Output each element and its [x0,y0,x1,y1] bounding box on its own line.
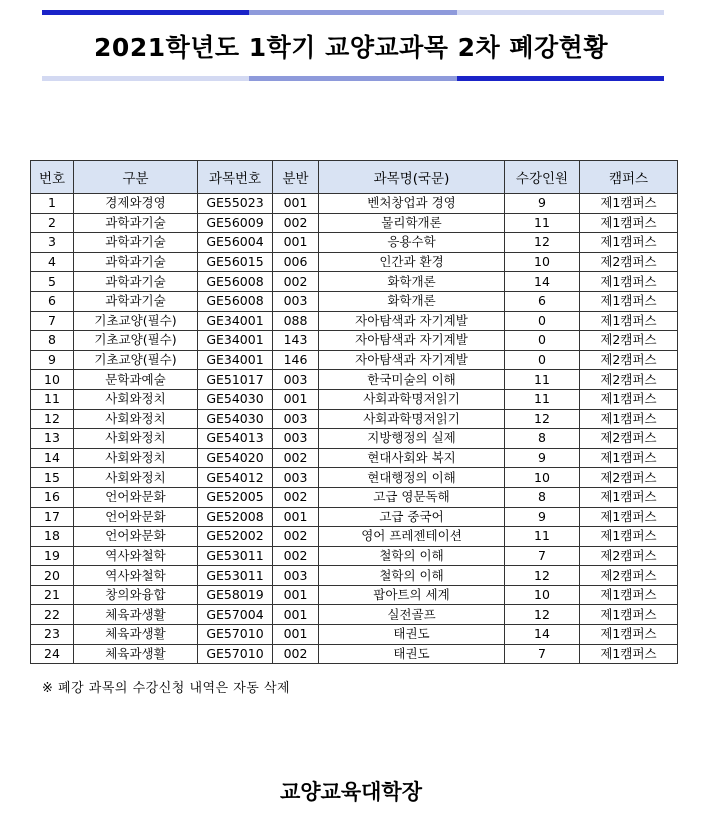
title-top-bar [42,10,664,15]
header-course-name: 과목명(국문) [319,161,505,194]
table-row [31,233,678,253]
cell-number: 16 [31,487,74,507]
cell-enrollment: 8 [505,487,580,507]
cell-enrollment: 0 [505,331,580,351]
cell-category: 사회와정치 [74,448,198,468]
table-row [31,291,678,311]
cell-category: 역사와철학 [74,566,198,586]
cell-category: 사회와정치 [74,468,198,488]
cell-category: 기초교양(필수) [74,311,198,331]
cell-enrollment: 9 [505,507,580,527]
cell-section: 003 [273,566,319,586]
table-row [31,585,678,605]
page-title: 2021학년도 1학기 교양교과목 2차 폐강현황 [94,33,608,62]
cell-enrollment: 7 [505,546,580,566]
cell-category: 과학과기술 [74,252,198,272]
cell-category: 역사와철학 [74,546,198,566]
cell-course-code: GE53011 [198,566,273,586]
top-bar-mid-segment [249,10,456,15]
cell-campus: 제1캠퍼스 [580,527,678,547]
cell-enrollment: 9 [505,194,580,214]
cell-course-code: GE34001 [198,331,273,351]
table-row [31,409,678,429]
cell-course-name: 응용수학 [319,233,505,253]
cell-course-name: 태권도 [319,644,505,664]
cell-category: 체육과생활 [74,605,198,625]
cell-category: 언어와문화 [74,487,198,507]
cell-course-name: 한국미술의 이해 [319,370,505,390]
cell-section: 006 [273,252,319,272]
table-row [31,487,678,507]
cell-category: 경제와경영 [74,194,198,214]
cell-enrollment: 7 [505,644,580,664]
cell-number: 21 [31,585,74,605]
cell-course-code: GE57010 [198,644,273,664]
cell-enrollment: 9 [505,448,580,468]
cell-course-name: 인간과 환경 [319,252,505,272]
cell-number: 20 [31,566,74,586]
cell-category: 과학과기술 [74,291,198,311]
cell-section: 001 [273,605,319,625]
cell-course-code: GE56008 [198,291,273,311]
cell-campus: 제1캠퍼스 [580,585,678,605]
cell-number: 10 [31,370,74,390]
cell-enrollment: 0 [505,350,580,370]
cell-course-name: 화학개론 [319,291,505,311]
cell-course-name: 실전골프 [319,605,505,625]
cell-section: 001 [273,507,319,527]
table-row [31,389,678,409]
cell-number: 19 [31,546,74,566]
cell-course-code: GE58019 [198,585,273,605]
signature-issuer: 교양교육대학장 [279,779,422,804]
cell-enrollment: 14 [505,625,580,645]
cell-number: 13 [31,429,74,449]
cell-course-name: 철학의 이해 [319,546,505,566]
cell-section: 001 [273,389,319,409]
cell-category: 기초교양(필수) [74,350,198,370]
cell-category: 과학과기술 [74,272,198,292]
cell-enrollment: 0 [505,311,580,331]
cell-number: 18 [31,527,74,547]
deletion-note: ※ 폐강 과목의 수강신청 내역은 자동 삭제 [42,681,291,696]
header-course-code: 과목번호 [198,161,273,194]
cell-enrollment: 14 [505,272,580,292]
cell-campus: 제1캠퍼스 [580,272,678,292]
cell-course-name: 벤처창업과 경영 [319,194,505,214]
table-row [31,272,678,292]
table-row [31,546,678,566]
title-bottom-bar [42,76,664,81]
table-row [31,370,678,390]
cell-section: 003 [273,291,319,311]
cell-number: 17 [31,507,74,527]
cell-course-name: 자아탐색과 자기계발 [319,350,505,370]
cell-course-code: GE57004 [198,605,273,625]
cell-category: 과학과기술 [74,233,198,253]
cell-campus: 제1캠퍼스 [580,213,678,233]
cell-number: 12 [31,409,74,429]
table-row [31,644,678,664]
table-row [31,605,678,625]
cell-section: 001 [273,233,319,253]
cell-section: 088 [273,311,319,331]
bottom-bar-mid-segment [249,76,456,81]
cell-course-code: GE56008 [198,272,273,292]
cell-course-code: GE34001 [198,350,273,370]
header-campus: 캠퍼스 [580,161,678,194]
cell-category: 창의와융합 [74,585,198,605]
cell-number: 1 [31,194,74,214]
cell-number: 14 [31,448,74,468]
table-body [31,194,678,664]
cell-section: 001 [273,585,319,605]
cell-enrollment: 6 [505,291,580,311]
cell-course-name: 현대사회와 복지 [319,448,505,468]
cell-category: 사회와정치 [74,389,198,409]
cell-course-code: GE52008 [198,507,273,527]
cell-course-name: 사회과학명저읽기 [319,409,505,429]
header-enrollment: 수강인원 [505,161,580,194]
cell-campus: 제1캠퍼스 [580,194,678,214]
cell-section: 003 [273,429,319,449]
bottom-bar-dark-segment [457,76,664,81]
cell-section: 002 [273,527,319,547]
cell-category: 언어와문화 [74,507,198,527]
cell-campus: 제1캠퍼스 [580,291,678,311]
cell-course-code: GE54020 [198,448,273,468]
table-row [31,252,678,272]
cell-campus: 제2캠퍼스 [580,370,678,390]
cell-category: 사회와정치 [74,429,198,449]
cell-enrollment: 12 [505,566,580,586]
cell-course-code: GE56009 [198,213,273,233]
cell-course-code: GE51017 [198,370,273,390]
table-row [31,350,678,370]
cancelled-courses-table [30,160,678,664]
cell-campus: 제1캠퍼스 [580,605,678,625]
cell-course-code: GE54030 [198,389,273,409]
cell-number: 3 [31,233,74,253]
cell-enrollment: 12 [505,605,580,625]
table-row [31,566,678,586]
cell-enrollment: 12 [505,233,580,253]
cell-category: 과학과기술 [74,213,198,233]
cell-section: 146 [273,350,319,370]
cell-campus: 제2캠퍼스 [580,566,678,586]
cell-course-name: 고급 중국어 [319,507,505,527]
cell-campus: 제2캠퍼스 [580,468,678,488]
cell-number: 5 [31,272,74,292]
cell-course-name: 화학개론 [319,272,505,292]
cell-enrollment: 10 [505,585,580,605]
cell-enrollment: 11 [505,370,580,390]
cell-category: 기초교양(필수) [74,331,198,351]
cell-course-code: GE34001 [198,311,273,331]
cell-section: 002 [273,546,319,566]
cell-course-name: 고급 영문독해 [319,487,505,507]
cell-number: 24 [31,644,74,664]
cell-number: 7 [31,311,74,331]
cell-campus: 제2캠퍼스 [580,252,678,272]
cell-campus: 제2캠퍼스 [580,546,678,566]
cell-section: 003 [273,409,319,429]
cell-campus: 제2캠퍼스 [580,331,678,351]
table-row [31,448,678,468]
cell-course-code: GE52002 [198,527,273,547]
cell-enrollment: 11 [505,527,580,547]
cell-campus: 제1캠퍼스 [580,311,678,331]
cell-section: 002 [273,487,319,507]
cell-section: 002 [273,272,319,292]
cell-course-name: 태권도 [319,625,505,645]
cell-course-name: 지방행정의 실제 [319,429,505,449]
cell-enrollment: 10 [505,468,580,488]
cell-course-name: 철학의 이해 [319,566,505,586]
cell-section: 003 [273,370,319,390]
table-row [31,311,678,331]
cell-enrollment: 10 [505,252,580,272]
header-number: 번호 [31,161,74,194]
cell-number: 4 [31,252,74,272]
cell-course-code: GE54012 [198,468,273,488]
cell-number: 9 [31,350,74,370]
cell-course-code: GE56004 [198,233,273,253]
cell-course-code: GE54030 [198,409,273,429]
table-row [31,527,678,547]
cell-course-code: GE53011 [198,546,273,566]
table-row [31,429,678,449]
cell-number: 15 [31,468,74,488]
cell-enrollment: 8 [505,429,580,449]
cell-campus: 제1캠퍼스 [580,644,678,664]
cell-section: 001 [273,625,319,645]
cell-section: 003 [273,468,319,488]
cell-section: 002 [273,213,319,233]
top-bar-dark-segment [42,10,249,15]
cell-enrollment: 11 [505,389,580,409]
cell-course-code: GE54013 [198,429,273,449]
cell-campus: 제1캠퍼스 [580,448,678,468]
bottom-bar-light-segment [42,76,249,81]
cell-enrollment: 12 [505,409,580,429]
cell-course-name: 현대행정의 이해 [319,468,505,488]
cell-course-name: 팝아트의 세계 [319,585,505,605]
cell-course-name: 자아탐색과 자기계발 [319,331,505,351]
cell-category: 사회와정치 [74,409,198,429]
table-row [31,625,678,645]
cell-category: 체육과생활 [74,625,198,645]
header-section: 분반 [273,161,319,194]
top-bar-light-segment [457,10,664,15]
cell-campus: 제1캠퍼스 [580,233,678,253]
cell-course-name: 영어 프레젠테이션 [319,527,505,547]
cell-campus: 제1캠퍼스 [580,625,678,645]
table-row [31,331,678,351]
cell-number: 8 [31,331,74,351]
cell-campus: 제1캠퍼스 [580,487,678,507]
table-row [31,507,678,527]
cell-campus: 제2캠퍼스 [580,429,678,449]
cell-campus: 제1캠퍼스 [580,507,678,527]
table-row [31,213,678,233]
cell-campus: 제1캠퍼스 [580,389,678,409]
cell-campus: 제2캠퍼스 [580,350,678,370]
cell-category: 문학과예술 [74,370,198,390]
cell-course-code: GE55023 [198,194,273,214]
cell-category: 언어와문화 [74,527,198,547]
cell-course-code: GE52005 [198,487,273,507]
cell-campus: 제1캠퍼스 [580,409,678,429]
cell-section: 002 [273,644,319,664]
cell-section: 143 [273,331,319,351]
table-header-row [31,161,678,194]
cell-number: 2 [31,213,74,233]
header-category: 구분 [74,161,198,194]
table-row [31,194,678,214]
cell-section: 001 [273,194,319,214]
cell-course-name: 자아탐색과 자기계발 [319,311,505,331]
cell-category: 체육과생활 [74,644,198,664]
cell-course-name: 물리학개론 [319,213,505,233]
cell-number: 6 [31,291,74,311]
cell-section: 002 [273,448,319,468]
table-row [31,468,678,488]
cell-enrollment: 11 [505,213,580,233]
cell-course-name: 사회과학명저읽기 [319,389,505,409]
cell-number: 11 [31,389,74,409]
cell-course-code: GE56015 [198,252,273,272]
cell-course-code: GE57010 [198,625,273,645]
cell-number: 23 [31,625,74,645]
cell-number: 22 [31,605,74,625]
